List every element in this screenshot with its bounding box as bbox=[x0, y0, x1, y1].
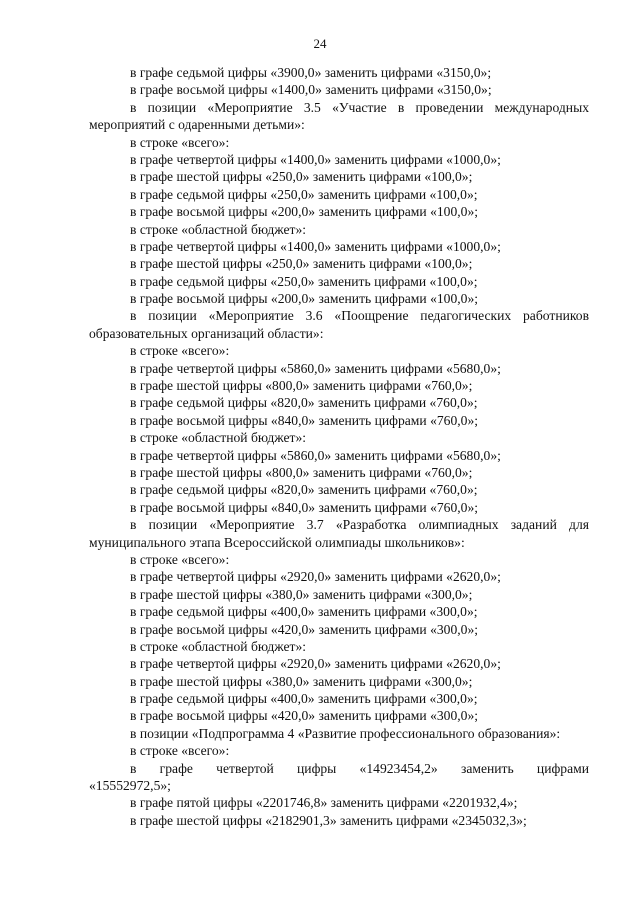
text-line: в позиции «Мероприятие 3.5 «Участие в проведении международных bbox=[130, 99, 589, 115]
text-line: в графе восьмой цифры «840,0» заменить цифрами «760,0»; bbox=[130, 499, 479, 515]
text-line: в графе седьмой цифры «250,0» заменить цифрами «100,0»; bbox=[130, 186, 478, 202]
text-line: в графе седьмой цифры «820,0» заменить цифрами «760,0»; bbox=[130, 482, 478, 498]
text-line: образовательных организаций области»: bbox=[89, 325, 324, 341]
text-line: в строке «областной бюджет»: bbox=[130, 430, 307, 446]
text-line: в графе четвертой цифры «14923454,2» заменить цифрами bbox=[130, 760, 589, 776]
text-line: в графе седьмой цифры «3900,0» заменить цифрами «3150,0»; bbox=[130, 65, 492, 80]
text-line: в графе восьмой цифры «1400,0» заменить цифрами «3150,0»; bbox=[130, 82, 492, 98]
text-line: в графе шестой цифры «800,0» заменить цифрами «760,0»; bbox=[130, 378, 473, 394]
text-line: в графе восьмой цифры «420,0» заменить цифрами «300,0»; bbox=[130, 708, 479, 724]
text-line: в графе четвертой цифры «2920,0» заменить цифрами «2620,0»; bbox=[130, 656, 501, 672]
text-line: в строке «всего»: bbox=[130, 343, 230, 359]
text-line: в графе шестой цифры «380,0» заменить цифрами «300,0»; bbox=[130, 586, 473, 602]
text-line: в графе седьмой цифры «250,0» заменить цифрами «100,0»; bbox=[130, 273, 478, 289]
text-line: в графе восьмой цифры «200,0» заменить цифрами «100,0»; bbox=[130, 291, 479, 307]
text-line: в строке «всего»: bbox=[130, 743, 230, 759]
text-line: в графе четвертой цифры «2920,0» заменить цифрами «2620,0»; bbox=[130, 569, 501, 585]
text-line: в строке «всего»: bbox=[130, 551, 230, 567]
text-line: в графе шестой цифры «380,0» заменить цифрами «300,0»; bbox=[130, 673, 473, 689]
text-line: в позиции «Подпрограмма 4 «Развитие профессионального образования»: bbox=[130, 725, 561, 741]
text-line: в графе седьмой цифры «400,0» заменить цифрами «300,0»; bbox=[130, 691, 478, 707]
text-line: в графе восьмой цифры «840,0» заменить цифрами «760,0»; bbox=[130, 412, 479, 428]
text-line: в графе шестой цифры «800,0» заменить цифрами «760,0»; bbox=[130, 464, 473, 480]
text-line: в графе седьмой цифры «400,0» заменить цифрами «300,0»; bbox=[130, 604, 478, 620]
text-line: в графе седьмой цифры «820,0» заменить цифрами «760,0»; bbox=[130, 395, 478, 411]
text-line: муниципального этапа Всероссийской олимпиады школьников»: bbox=[89, 534, 465, 550]
text-line: в графе шестой цифры «250,0» заменить цифрами «100,0»; bbox=[130, 256, 473, 272]
text-line: в графе четвертой цифры «1400,0» заменить цифрами «1000,0»; bbox=[130, 151, 501, 167]
text-line: в строке «областной бюджет»: bbox=[130, 221, 307, 237]
text-line: в позиции «Мероприятие 3.6 «Поощрение педагогических работников bbox=[130, 308, 589, 324]
text-line: мероприятий с одаренными детьми»: bbox=[89, 117, 305, 133]
text-line: в графе пятой цифры «2201746,8» заменить цифрами «2201932,4»; bbox=[130, 795, 518, 811]
text-line: в графе четвертой цифры «1400,0» заменить цифрами «1000,0»; bbox=[130, 238, 501, 254]
text-line: в строке «областной бюджет»: bbox=[130, 638, 307, 654]
page-number: 24 bbox=[313, 36, 327, 51]
text-line: в графе четвертой цифры «5860,0» заменить цифрами «5680,0»; bbox=[130, 360, 501, 376]
text-line: в строке «всего»: bbox=[130, 134, 230, 150]
text-line: в графе восьмой цифры «420,0» заменить цифрами «300,0»; bbox=[130, 621, 479, 637]
text-line: «15552972,5»; bbox=[89, 778, 171, 794]
text-line: в графе шестой цифры «2182901,3» заменить цифрами «2345032,3»; bbox=[130, 812, 527, 828]
text-line: в графе восьмой цифры «200,0» заменить цифрами «100,0»; bbox=[130, 204, 479, 220]
text-line: в позиции «Мероприятие 3.7 «Разработка олимпиадных заданий для bbox=[130, 517, 589, 533]
text-line: в графе шестой цифры «250,0» заменить цифрами «100,0»; bbox=[130, 169, 473, 185]
text-line: в графе четвертой цифры «5860,0» заменить цифрами «5680,0»; bbox=[130, 447, 501, 463]
document-body bbox=[89, 64, 589, 829]
